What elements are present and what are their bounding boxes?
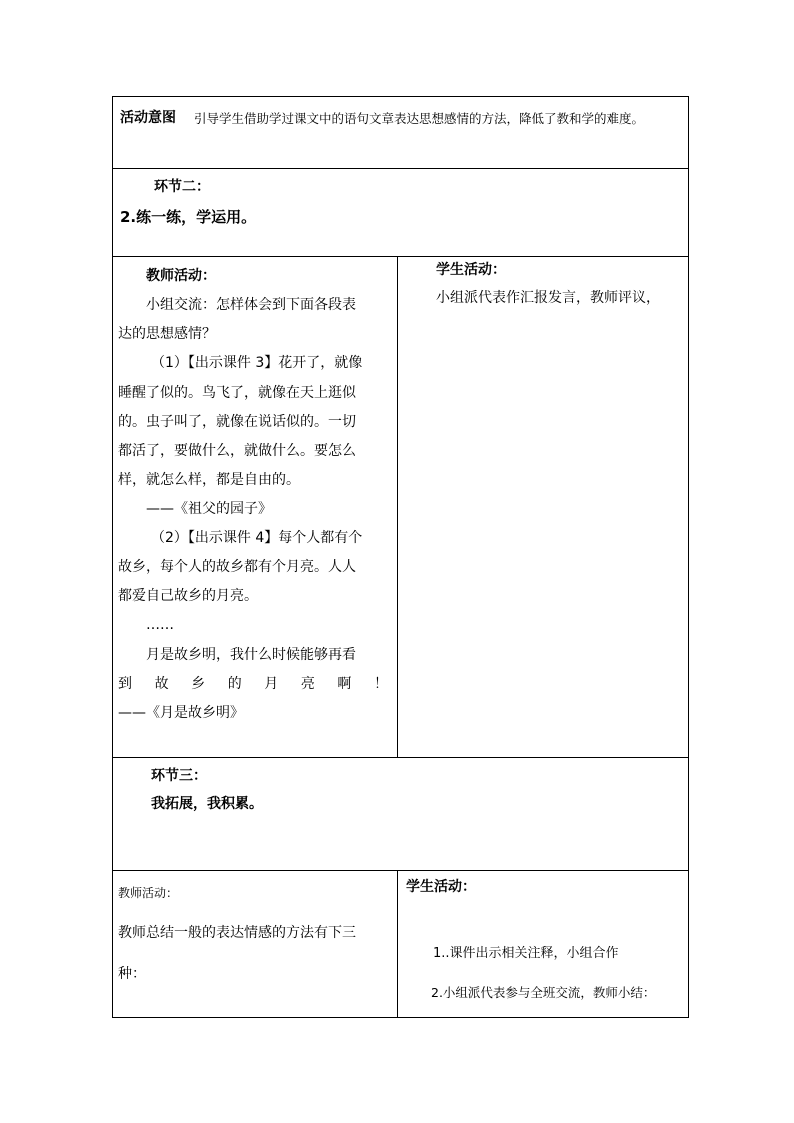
teacher-line: 达的思想感情？	[118, 326, 216, 342]
stage2-cell	[113, 168, 688, 256]
teacher-line: 的。虫子叫了，就像在说话似的。一切	[118, 414, 356, 430]
spread-char: 到	[118, 676, 132, 692]
stage2-heading: 环节二：	[154, 179, 210, 195]
teacher-line: 故乡，每个人的故乡都有个月亮。人人	[118, 559, 356, 575]
stage2-title: 2.练一练，学运用。	[120, 208, 257, 226]
teacher-activity-2-line: 种：	[118, 966, 146, 982]
teacher-line: （2）【出示课件 4】每个人都有个	[151, 530, 363, 546]
student-activity-2-item: 2.小组派代表参与全班交流，教师小结：	[431, 985, 656, 1000]
source-citation: ——《月是故乡明》	[118, 705, 244, 721]
stage3-cell	[113, 757, 688, 870]
teacher-line: 小组交流：怎样体会到下面各段表	[146, 297, 356, 313]
student-activity-heading: 学生活动：	[436, 262, 506, 278]
teacher-line: 样，就怎么样，都是自由的。	[118, 472, 300, 488]
student-activity-text: 小组派代表作汇报发言，教师评议，	[436, 290, 660, 306]
teacher-activity-2-heading: 教师活动：	[118, 886, 179, 900]
teacher-line: 睡醒了似的。鸟飞了，就像在天上逛似	[118, 385, 356, 401]
intent-label: 活动意图	[120, 110, 176, 126]
teacher-activity-cell	[113, 256, 397, 757]
stage3-title: 我拓展，我积累。	[151, 796, 263, 812]
student-activity-2-heading: 学生活动：	[406, 879, 476, 895]
spread-char: 亮	[300, 676, 315, 692]
teacher-line: 月是故乡明，我什么时候能够再看	[146, 647, 356, 663]
spread-char: 故	[154, 676, 169, 692]
teacher-line: （1）【出示课件 3】花开了，就像	[151, 355, 363, 371]
spread-char: 乡	[191, 676, 206, 692]
ellipsis: ……	[146, 617, 174, 633]
student-activity-2-item: 1..课件出示相关注释，小组合作	[433, 946, 619, 961]
intent-cell	[113, 97, 688, 168]
spread-char: 的	[227, 676, 242, 692]
student-activity-2-cell	[398, 870, 688, 1017]
spread-line	[118, 675, 388, 693]
stage3-heading: 环节三：	[151, 768, 207, 784]
spread-char: ！	[373, 676, 388, 692]
lesson-plan-table	[112, 96, 689, 1018]
spread-char: 月	[264, 676, 279, 692]
teacher-line: 都爱自己故乡的月亮。	[118, 588, 258, 604]
teacher-activity-2-line: 教师总结一般的表达情感的方法有下三	[118, 925, 356, 941]
teacher-activity-heading: 教师活动：	[146, 268, 216, 284]
teacher-activity-2-cell	[113, 870, 397, 1017]
spread-char: 啊	[337, 676, 352, 692]
source-citation: ——《祖父的园子》	[146, 501, 272, 517]
teacher-line: 都活了，要做什么，就做什么。要怎么	[118, 443, 356, 459]
intent-text: 引导学生借助学过课文中的语句文章表达思想感情的方法，降低了教和学的难度。	[194, 111, 645, 126]
student-activity-cell	[398, 256, 688, 757]
